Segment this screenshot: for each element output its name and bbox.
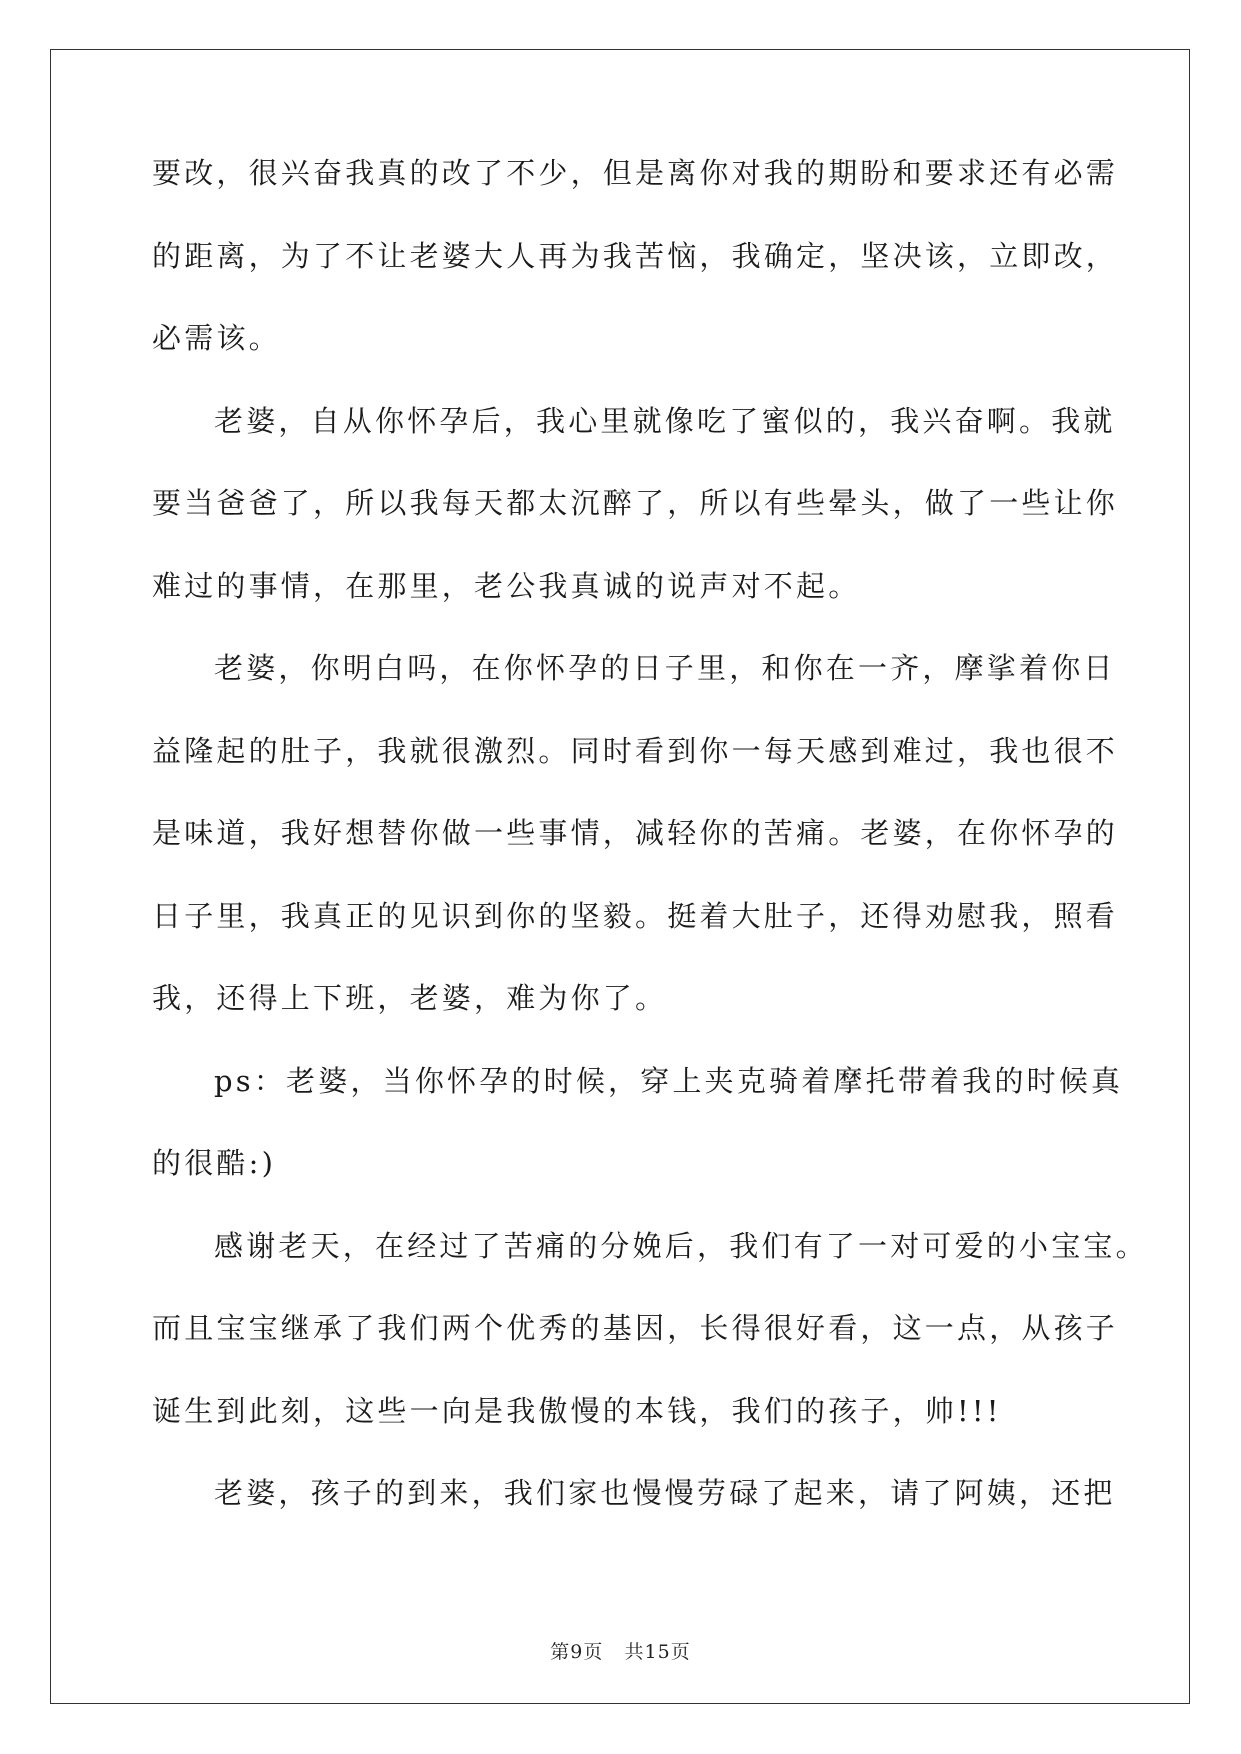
text-line: 要当爸爸了，所以我每天都太沉醉了，所以有些晕头，做了一些让你 bbox=[152, 486, 1119, 520]
text-line: 诞生到此刻，这些一向是我傲慢的本钱，我们的孩子，帅!!! bbox=[152, 1393, 1002, 1428]
page-footer bbox=[0, 1637, 1241, 1664]
text-line: 是味道，我好想替你做一些事情，减轻你的苦痛。老婆，在你怀孕的 bbox=[152, 816, 1119, 850]
text-line: 老婆，你明白吗，在你怀孕的日子里，和你在一齐，摩挲着你日 bbox=[214, 651, 1116, 685]
footer-spacer bbox=[603, 1641, 624, 1663]
document-body bbox=[152, 156, 1148, 1561]
text-line: 感谢老天，在经过了苦痛的分娩后，我们有了一对可爱的小宝宝。 bbox=[214, 1228, 1148, 1263]
text-line: 老婆，自从你怀孕后，我心里就像吃了蜜似的，我兴奋啊。我就 bbox=[214, 403, 1116, 438]
text-line: 老婆，孩子的到来，我们家也慢慢劳碌了起来，请了阿姨，还把 bbox=[214, 1476, 1116, 1510]
text-line: 的距离，为了不让老婆大人再为我苦恼，我确定，坚决该，立即改， bbox=[152, 238, 1119, 273]
text-line: 的很酷:) bbox=[152, 1146, 277, 1180]
text-line: 难过的事情，在那里，老公我真诚的说声对不起。 bbox=[152, 568, 861, 603]
text-line: ps：老婆，当你怀孕的时候，穿上夹克骑着摩托带着我的时候真 bbox=[214, 1063, 1124, 1098]
text-line: 益隆起的肚子，我就很激烈。同时看到你一每天感到难过，我也很不 bbox=[152, 733, 1119, 768]
text-line: 必需该。 bbox=[152, 321, 281, 355]
text-line: 要改，很兴奋我真的改了不少，但是离你对我的期盼和要求还有必需 bbox=[152, 156, 1119, 190]
text-line: 日子里，我真正的见识到你的坚毅。挺着大肚子，还得劝慰我，照看 bbox=[152, 898, 1119, 933]
page-number: 第9页 bbox=[550, 1641, 604, 1663]
page-total: 共15页 bbox=[624, 1641, 691, 1663]
text-line: 而且宝宝继承了我们两个优秀的基因，长得很好看，这一点，从孩子 bbox=[152, 1311, 1119, 1345]
text-line: 我，还得上下班，老婆，难为你了。 bbox=[152, 981, 668, 1015]
